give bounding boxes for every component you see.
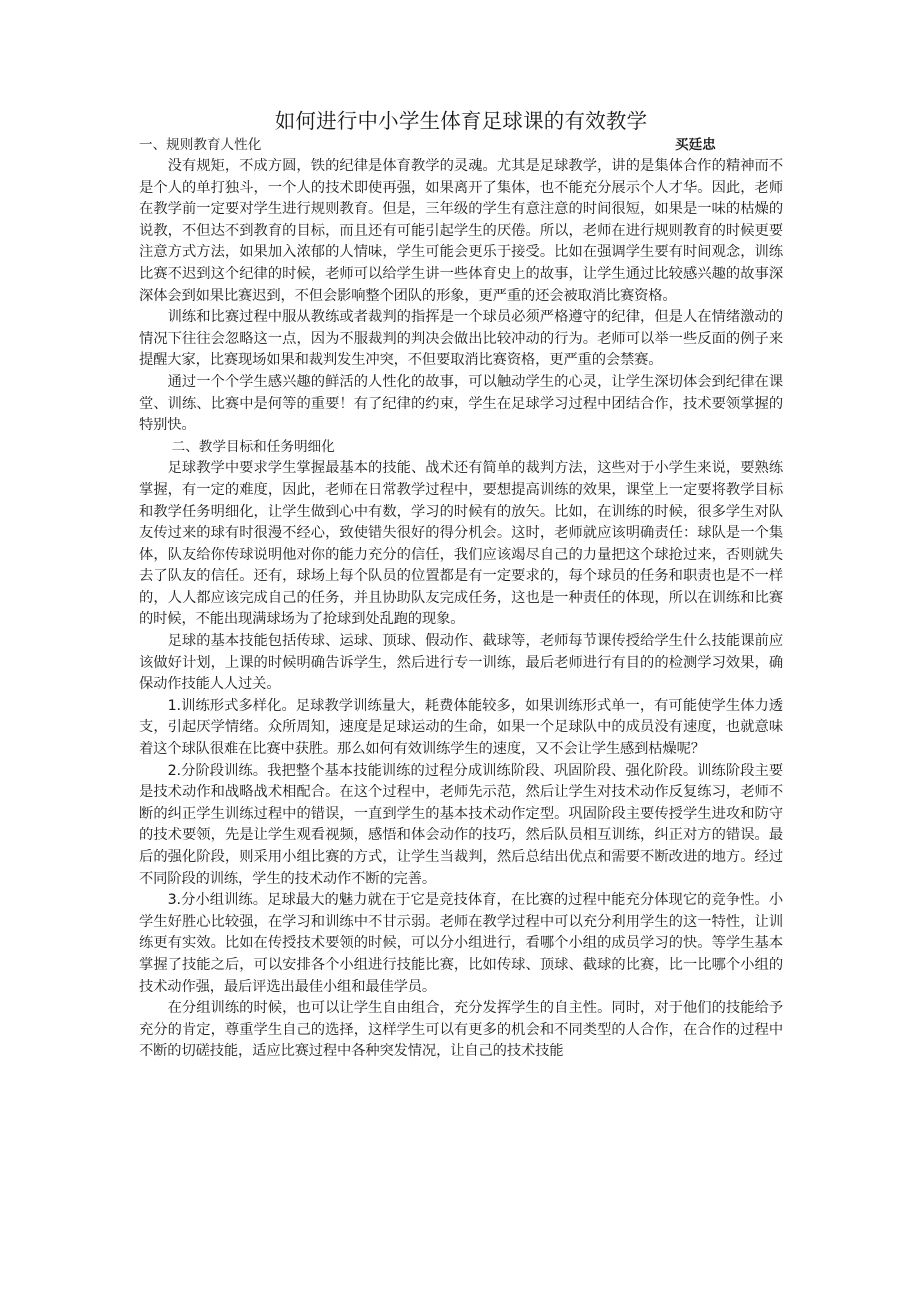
section-heading-1: 一、规则教育人性化 — [139, 137, 262, 153]
paragraph: 在分组训练的时候，也可以让学生自由组合，充分发挥学生的自主性。同时，对于他们的技能给予充分的肯定，尊重学生自己的选择，这样学生可以有更多的机会和不同类型的人合作，在合作的过程中不断的切磋技能，适应比赛过程中各种突发情况，让自己的技术技能 — [139, 1000, 783, 1060]
paragraph: 没有规矩，不成方圆，铁的纪律是体育教学的灵魂。尤其是足球教学，讲的是集体合作的精神而不是个人的单打独斗，一个人的技术即使再强，如果离开了集体，也不能充分展示个人才华。因此，老师在教学前一定要对学生进行规则教育。但是，三年级的学生有意注意的时间很短，如果是一味的枯燥的说教，不但达不到教育的目标，而且还有可能引起学生的厌倦。所以，老师在进行规则教育的时候更要注意方式方法，如果加入浓郁的人情味，学生可能会更乐于接受。比如在强调学生要有时间观念，训练比赛不迟到这个纪律的时候，老师可以给学生讲一些体育史上的故事，让学生通过比较感兴趣的故事深深体会到如果比赛迟到，不但会影响整个团队的形象，更严重的还会被取消比赛资格。 — [139, 158, 783, 304]
paragraph: 3.分小组训练。足球最大的魅力就在于它是竞技体育，在比赛的过程中能充分体现它的竞争性。小学生好胜心比较强，在学习和训练中不甘示弱。老师在教学过程中可以充分利用学生的这一特性，让训练更有实效。比如在传授技术要领的时候，可以分小组进行，看哪个小组的成员学习的快。等学生基本掌握了技能之后，可以安排各个小组进行技能比赛，比如传球、顶球、截球的比赛，比一比哪个小组的技术动作强，最后评选出最佳小组和最佳学员。 — [139, 892, 783, 995]
paragraph: 足球的基本技能包括传球、运球、顶球、假动作、截球等，老师每节课传授给学生什么技能课前应该做好计划，上课的时候明确告诉学生，然后进行专一训练，最后老师进行有目的的检测学习效果，确保动作技能人人过关。 — [139, 633, 783, 693]
paragraph: 通过一个个学生感兴趣的鲜活的人性化的故事，可以触动学生的心灵，让学生深切体会到纪律在课堂、训练、比赛中是何等的重要！有了纪律的约束，学生在足球学习过程中团结合作，技术要领掌握的特别快。 — [139, 373, 783, 434]
paragraph: 2.分阶段训练。我把整个基本技能训练的过程分成训练阶段、巩固阶段、强化阶段。训练阶段主要是技术动作和战略战术相配合。在这个过程中，老师先示范，然后让学生对技术动作反复练习，老师不断的纠正学生训练过程中的错误，一直到学生的基本技术动作定型。巩固阶段主要传授学生进攻和防守的技术要领，先是让学生观看视频，感悟和体会动作的技巧，然后队员相互训练，纠正对方的错误。最后的强化阶段，则采用小组比赛的方式，让学生当裁判，然后总结出优点和需要不断改进的地方。经过不同阶段的训练，学生的技术动作不断的完善。 — [139, 762, 783, 887]
paragraph: 1.训练形式多样化。足球教学训练量大，耗费体能较多，如果训练形式单一，有可能使学生体力透支，引起厌学情绪。众所周知，速度是足球运动的生命，如果一个足球队中的成员没有速度，也就意味着这个球队很难在比赛中获胜。那么如何有效训练学生的速度，又不会让学生感到枯燥呢？ — [139, 697, 783, 758]
paragraph: 足球教学中要求学生掌握最基本的技能、战术还有简单的裁判方法，这些对于小学生来说，要熟练掌握，有一定的难度，因此，老师在日常教学过程中，要想提高训练的效果，课堂上一定要将教学目标和教学任务明细化，让学生做到心中有数，学习的时候有的放矢。比如，在训练的时候，很多学生对队友传过来的球有时很漫不经心，致使错失很好的得分机会。这时，老师就应该明确责任：球队是一个集体，队友给你传球说明他对你的能力充分的信任，我们应该竭尽自己的力量把这个球抢过来，否则就失去了队友的信任。还有，球场上每个队员的位置都是有一定要求的，每个球员的任务和职责也是不一样的，人人都应该完成自己的任务，并且协助队友完成任务，这也是一种责任的体现，所以在训练和比赛的时候，不能出现满球场为了抢球到处乱跑的现象。 — [139, 460, 783, 628]
author-name: 买廷忠 — [675, 137, 716, 153]
heading-row — [139, 135, 783, 156]
document-page — [139, 106, 783, 1063]
paragraph: 训练和比赛过程中服从教练或者裁判的指挥是一个球员必须严格遵守的纪律，但是人在情绪激动的情况下往往会忽略这一点，因为不服裁判的判决会做出比较冲动的行为。老师可以举一些反面的例子来提醒大家，比赛现场如果和裁判发生冲突，不但要取消比赛资格，更严重的会禁赛。 — [139, 309, 783, 369]
document-title: 如何进行中小学生体育足球课的有效教学 — [274, 109, 648, 133]
section-heading-2: 二、教学目标和任务明细化 — [171, 438, 335, 455]
